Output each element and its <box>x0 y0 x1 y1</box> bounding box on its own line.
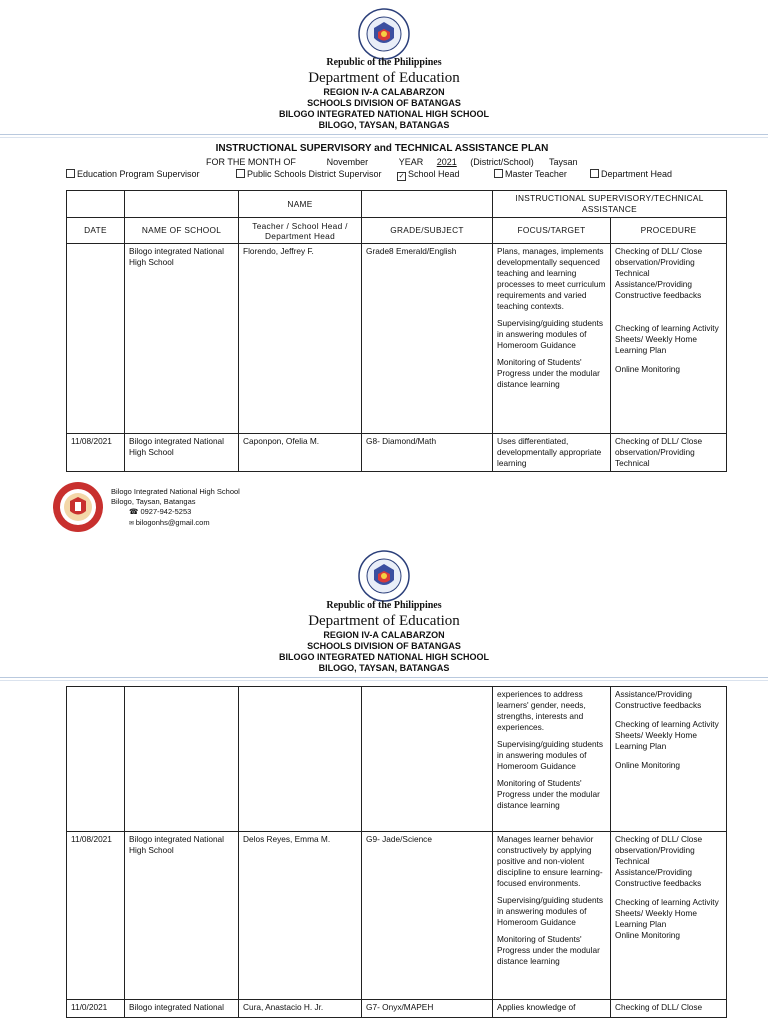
checkbox-checked-icon[interactable]: ✓ <box>398 173 405 180</box>
cell-school: Bilogo integrated National <box>125 1000 239 1018</box>
month-value[interactable]: November <box>326 157 369 167</box>
role-option[interactable]: Education Program Supervisor <box>66 169 200 179</box>
year-label: YEAR <box>398 157 424 167</box>
header-divider-thin <box>0 680 768 681</box>
division-heading: SCHOOLS DIVISION OF BATANGAS <box>307 98 461 108</box>
mail-icon: ✉ <box>129 521 136 527</box>
cell-date: 11/0/2021 <box>67 1000 125 1018</box>
department-heading: Department of Education <box>308 613 460 629</box>
address-heading: BILOGO, TAYSAN, BATANGAS <box>318 120 450 130</box>
table-row <box>67 244 727 434</box>
header-divider <box>0 677 768 678</box>
cell-focus: Plans, manages, implements developmentally sequenced teaching and learning processes to meet curriculum requirements and varied teaching contexts. Supervising/guiding students in answering modules of Homeroom Guidance Monitoring of Students' Progress under the modular distance learning <box>493 244 611 434</box>
cell-teacher: Cura, Anastacio H. Jr. <box>239 1000 362 1018</box>
month-label: FOR THE MONTH OF <box>206 157 296 167</box>
cell-focus: Uses differentiated, developmentally appropriate learning <box>493 434 611 472</box>
header-date: DATE <box>67 218 125 244</box>
table-row <box>67 434 727 472</box>
table-row <box>67 687 727 832</box>
phone-icon: ☎ <box>129 507 141 516</box>
school-logo-icon <box>52 481 104 533</box>
header-grade: GRADE/SUBJECT <box>362 218 493 244</box>
deped-seal-icon <box>358 550 410 602</box>
cell-focus: experiences to address learners' gender, needs, strengths, interests and experiences. Supervising/guiding students in answering modules of Homeroom Guidance Monitoring of Students' Progress under the modular distance learning <box>493 687 611 832</box>
cell-teacher <box>239 687 362 832</box>
footer-school: Bilogo Integrated National High School <box>111 487 240 496</box>
cell-date <box>67 244 125 434</box>
division-heading: SCHOOLS DIVISION OF BATANGAS <box>307 641 461 651</box>
header-assistance: INSTRUCTIONAL SUPERVISORY/TECHNICAL ASSISTANCE <box>493 191 727 218</box>
role-option[interactable]: Department Head <box>590 169 672 179</box>
cell-grade <box>362 687 493 832</box>
header-school: NAME OF SCHOOL <box>125 218 239 244</box>
role-option[interactable]: ✓ School Head <box>398 169 460 180</box>
cell-date: 11/08/2021 <box>67 434 125 472</box>
cell-procedure: Checking of DLL/ Close observation/Providing Technical <box>611 434 727 472</box>
cell-grade: G7- Onyx/MAPEH <box>362 1000 493 1018</box>
cell-focus: Manages learner behavior constructively by applying positive and non-violent discipline to ensure learning-focused environments. Supervising/guiding students in answering modules of Homeroom Guidance Monitoring of Students' Progress under the modular distance learning <box>493 832 611 1000</box>
district-label: (District/School) <box>470 157 534 167</box>
plan-table <box>66 190 727 472</box>
cell-school: Bilogo integrated National High School <box>125 832 239 1000</box>
cell-teacher: Florendo, Jeffrey F. <box>239 244 362 434</box>
plan-table-continued <box>66 686 727 1018</box>
header-blank <box>362 191 493 218</box>
school-heading: BILOGO INTEGRATED NATIONAL HIGH SCHOOL <box>279 109 489 119</box>
cell-date: 11/08/2021 <box>67 832 125 1000</box>
republic-heading: Republic of the Philippines <box>326 600 442 611</box>
table-row <box>67 1000 727 1018</box>
header-divider <box>0 134 768 135</box>
region-heading: REGION IV-A CALABARZON <box>323 630 445 640</box>
region-heading: REGION IV-A CALABARZON <box>323 87 445 97</box>
cell-grade: Grade8 Emerald/English <box>362 244 493 434</box>
header-name: NAME <box>239 191 362 218</box>
header-teacher: Teacher / School Head / Department Head <box>239 218 362 244</box>
cell-procedure: Checking of DLL/ Close observation/Providing Technical Assistance/Providing Constructive feedbacks Checking of learning Activity Sheets/ Weekly Home Learning Plan Online Monitoring <box>611 832 727 1000</box>
cell-date <box>67 687 125 832</box>
header-focus: FOCUS/TARGET <box>493 218 611 244</box>
cell-school <box>125 687 239 832</box>
cell-procedure: Assistance/Providing Constructive feedbacks Checking of learning Activity Sheets/ Weekly Home Learning Plan Online Monitoring <box>611 687 727 832</box>
checkbox-icon[interactable] <box>494 169 503 178</box>
footer-email: ✉ bilogonhs@gmail.com <box>129 518 210 527</box>
department-heading: Department of Education <box>308 70 460 86</box>
header-blank <box>125 191 239 218</box>
role-option[interactable]: Master Teacher <box>494 169 567 179</box>
header-blank <box>67 191 125 218</box>
role-option[interactable]: Public Schools District Supervisor <box>236 169 382 179</box>
deped-seal-icon <box>358 8 410 60</box>
address-heading: BILOGO, TAYSAN, BATANGAS <box>318 663 450 673</box>
month-line <box>206 157 590 167</box>
cell-school: Bilogo integrated National High School <box>125 434 239 472</box>
checkbox-icon[interactable] <box>66 169 75 178</box>
footer-address: Bilogo, Taysan, Batangas <box>111 497 196 506</box>
cell-grade: G9- Jade/Science <box>362 832 493 1000</box>
cell-teacher: Caponpon, Ofelia M. <box>239 434 362 472</box>
cell-procedure: Checking of DLL/ Close <box>611 1000 727 1018</box>
form-title: INSTRUCTIONAL SUPERVISORY and TECHNICAL ASSISTANCE PLAN <box>215 143 549 154</box>
header-divider-thin <box>0 137 768 138</box>
cell-procedure: Checking of DLL/ Close observation/Providing Technical Assistance/Providing Constructive feedbacks Checking of learning Activity Sheets/ Weekly Home Learning Plan Online Monitoring <box>611 244 727 434</box>
cell-teacher: Delos Reyes, Emma M. <box>239 832 362 1000</box>
footer-phone: ☎ 0927-942-5253 <box>129 507 192 516</box>
checkbox-icon[interactable] <box>236 169 245 178</box>
year-value[interactable]: 2021 <box>436 157 457 167</box>
table-row <box>67 832 727 1000</box>
checkbox-icon[interactable] <box>590 169 599 178</box>
cell-school: Bilogo integrated National High School <box>125 244 239 434</box>
cell-grade: G8- Diamond/Math <box>362 434 493 472</box>
header-procedure: PROCEDURE <box>611 218 727 244</box>
school-heading: BILOGO INTEGRATED NATIONAL HIGH SCHOOL <box>279 652 489 662</box>
district-value[interactable]: Taysan <box>549 157 578 167</box>
republic-heading: Republic of the Philippines <box>326 57 442 68</box>
cell-focus: Applies knowledge of <box>493 1000 611 1018</box>
